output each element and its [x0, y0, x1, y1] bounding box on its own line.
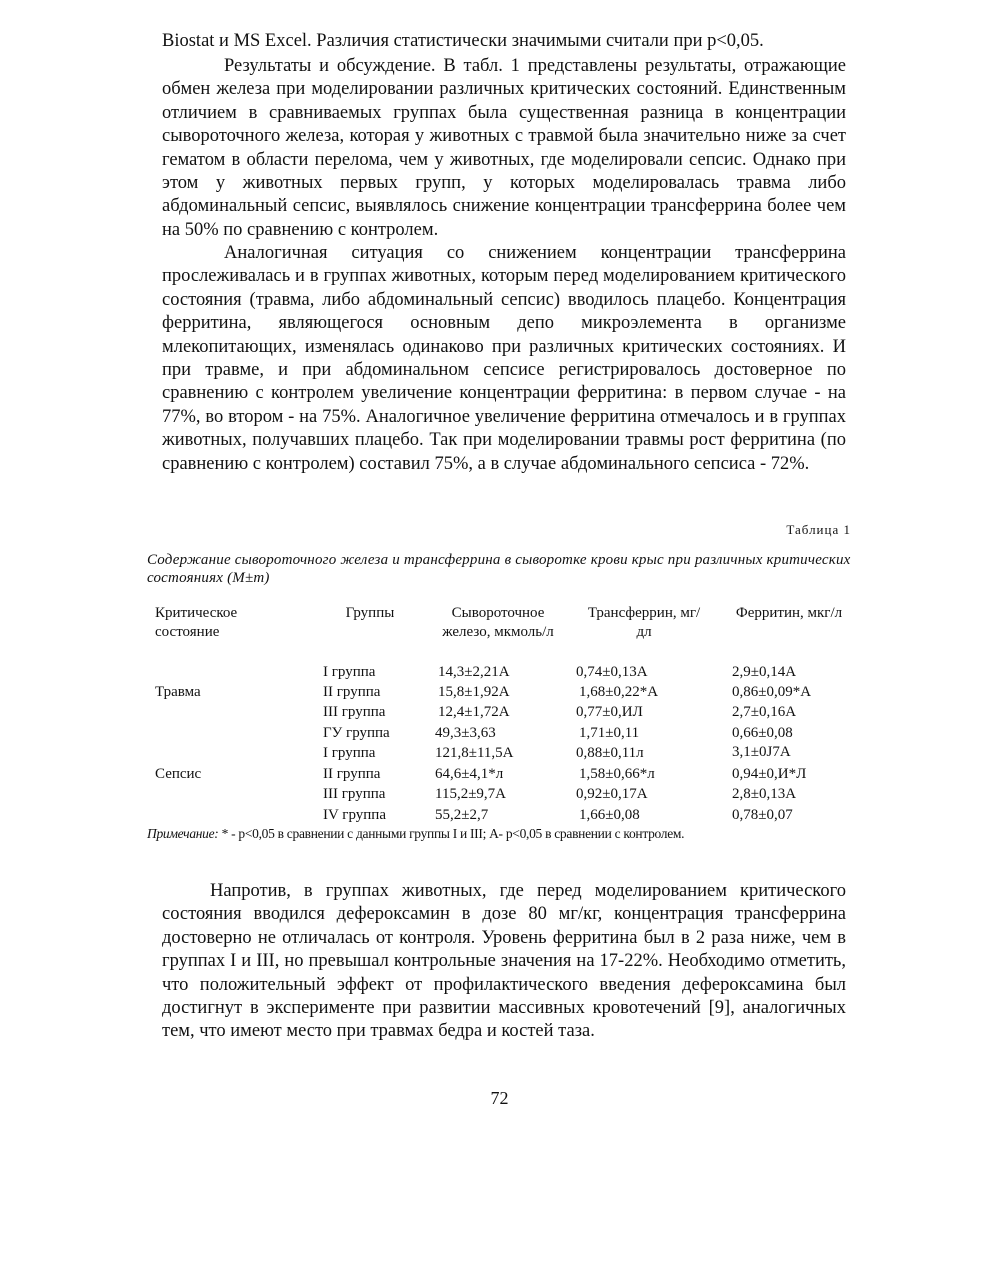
cell-iron: 121,8±11,5А — [435, 745, 514, 761]
cell-group: IV группа — [323, 807, 386, 823]
paragraph-results-text: Результаты и обсуждение. В табл. 1 представлены результаты, отражающие обмен железа при моделировании различных критических состояний. Единственным отличием в сравниваемых группах была существенная разница в концентрации сывороточного железа, которая у животных с травмой была значительно ниже за счет гематом в области перелома, чем у животных, где моделировали сепсис. Однако при этом у животных первых групп, у которых моделировалась травма либо абдоминальный сепсис, выявлялось снижение концентрации трансферрина более чем на 50% по сравнению с контролем. — [162, 56, 846, 240]
cell-group: I группа — [323, 745, 376, 761]
cell-group: III группа — [323, 786, 386, 802]
paragraph-placebo-text: Аналогичная ситуация со снижением концентрации трансферрина прослеживалась и в группах животных, которым перед моделированием критического состояния (травма, либо абдоминальный сепсис) вводилось плацебо. Концентрация ферритина, являющегося основным депо микроэлемента в организме млекопитающих, изменялась одинаково при различных критических состояниях. И при травме, и при абдоминальном сепсисе регистрировалось достоверное по сравнению с контролем увеличение концентрации ферритина: в первом случае - на 77%, во втором - на 75%. Аналогичное увеличение ферритина отмечалось и в группах животных, получавших плацебо. Так при моделировании травмы рост ферритина (по сравнению с контролем) составил 75%, а в случае абдоминального сепсиса - 72%. — [162, 243, 846, 474]
cell-group: II группа — [323, 766, 381, 782]
cell-ferritin: 2,7±0,16А — [732, 704, 797, 720]
cell-transferrin: 0,92±0,17А — [576, 786, 648, 802]
page-number: 72 — [490, 1088, 509, 1108]
cell-transferrin: 1,58±0,66*л — [579, 766, 655, 782]
header-groups: Группы — [345, 605, 395, 621]
cell-transferrin: 1,71±0,11 — [579, 725, 640, 741]
cell-group: ГУ группа — [323, 725, 390, 741]
cell-ferritin: 2,9±0,14А — [732, 664, 797, 680]
cell-transferrin: 1,66±0,08 — [579, 807, 640, 823]
state-trauma: Травма — [155, 684, 201, 700]
cell-ferritin: 0,86±0,09*А — [732, 684, 812, 700]
cell-iron: 12,4±1,72А — [438, 704, 510, 720]
cell-group: I группа — [323, 664, 376, 680]
cell-ferritin: 0,94±0,И*Л — [732, 766, 807, 782]
cell-ferritin: 3,1±0J7А — [732, 744, 791, 760]
paragraph-results — [162, 55, 846, 242]
state-sepsis: Сепсис — [155, 766, 202, 782]
table-note — [147, 826, 684, 842]
header-transferrin: Трансферрин, мг/дл — [587, 605, 701, 640]
header-ferritin: Ферритин, мкг/л — [735, 605, 843, 621]
note-text: * - p<0,05 в сравнении с данными группы I и III; А- p<0,05 в сравнении с контролем. — [218, 826, 685, 841]
paragraph-deferoxamine-text: Напротив, в группах животных, где перед моделированием критического состояния вводился дефероксамин в дозе 80 мг/кг, концентрация трансферрина достоверно не отличалась от контроля. Уровень ферритина был в 2 раза ниже, чем в группах I и III, но превышал контрольные значения на 17-22%. Необходимо отметить, что положительный эффект от профилактического введения дефероксамина был достигнут в эксперименте при развитии массивных кровотечений [9], аналогичных тем, что имеют место при травмах бедра и костей таза. — [162, 881, 846, 1042]
cell-iron: 115,2±9,7А — [435, 786, 507, 802]
cell-ferritin: 0,66±0,08 — [732, 725, 793, 741]
cell-transferrin: 0,74±0,13А — [576, 664, 648, 680]
cell-ferritin: 2,8±0,13А — [732, 786, 797, 802]
cell-transferrin: 0,88±0,11л — [576, 745, 644, 761]
paragraph-placebo — [162, 242, 846, 476]
cell-group: III группа — [323, 704, 386, 720]
header-state: Критическое состояние — [155, 605, 238, 640]
cell-group: II группа — [323, 684, 381, 700]
cell-iron: 64,6±4,1*л — [435, 766, 504, 782]
cell-ferritin: 0,78±0,07 — [732, 807, 793, 823]
paragraph-deferoxamine — [162, 880, 846, 1044]
intro-line: Biostat и MS Excel. Различия статистически значимыми считали при p<0,05. — [162, 31, 764, 51]
cell-transferrin: 0,77±0,ИЛ — [576, 704, 643, 720]
cell-transferrin: 1,68±0,22*А — [579, 684, 659, 700]
cell-iron: 49,3±3,63 — [435, 725, 496, 741]
note-label: Примечание: — [147, 826, 219, 841]
cell-iron: 14,3±2,21А — [438, 664, 510, 680]
table-caption: Содержание сывороточного железа и трансферрина в сыворотке крови крыс при различных критических состояниях (M±m) — [147, 552, 851, 586]
header-iron: Сывороточное железо, мкмоль/л — [442, 605, 554, 640]
table-label: Таблица 1 — [786, 522, 851, 537]
cell-iron: 15,8±1,92А — [438, 684, 510, 700]
cell-iron: 55,2±2,7 — [435, 807, 489, 823]
